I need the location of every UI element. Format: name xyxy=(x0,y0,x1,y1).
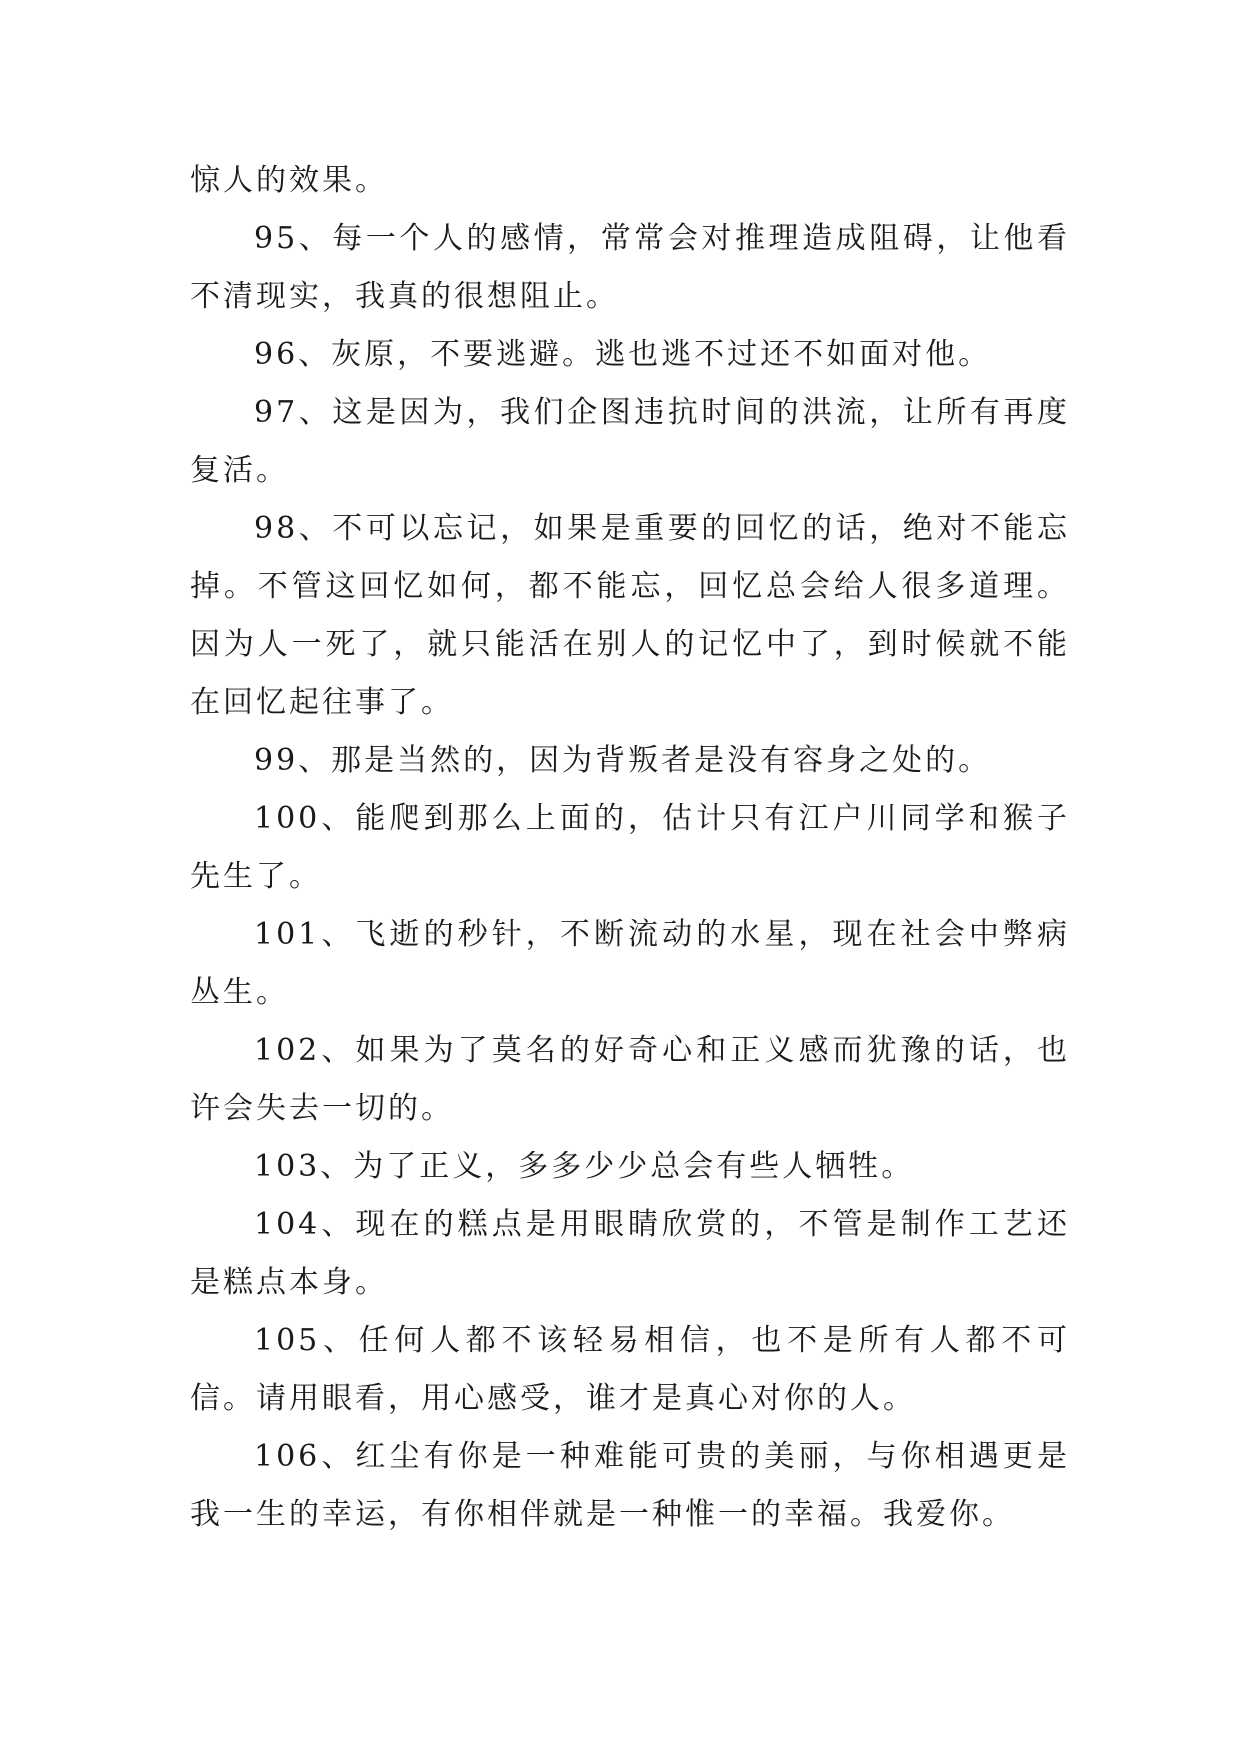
paragraph-105: 105、任何人都不该轻易相信，也不是所有人都不可信。请用眼看，用心感受，谁才是真心对你的人。 xyxy=(190,1323,1070,1416)
paragraph-continuation: 惊人的效果。 xyxy=(190,163,388,198)
paragraph-95: 95、每一个人的感情，常常会对推理造成阻碍，让他看不清现实，我真的很想阻止。 xyxy=(190,221,1070,314)
document-body xyxy=(190,152,1070,1544)
paragraph-97: 97、这是因为，我们企图违抗时间的洪流，让所有再度复活。 xyxy=(190,395,1070,488)
paragraph-100: 100、能爬到那么上面的，估计只有江户川同学和猴子先生了。 xyxy=(190,801,1070,894)
paragraph-102: 102、如果为了莫名的好奇心和正义感而犹豫的话，也许会失去一切的。 xyxy=(190,1033,1070,1126)
paragraph-104: 104、现在的糕点是用眼睛欣赏的，不管是制作工艺还是糕点本身。 xyxy=(190,1207,1070,1300)
paragraph-101: 101、飞逝的秒针，不断流动的水星，现在社会中弊病丛生。 xyxy=(190,917,1070,1010)
paragraph-96: 96、灰原，不要逃避。逃也逃不过还不如面对他。 xyxy=(254,337,992,372)
paragraph-98: 98、不可以忘记，如果是重要的回忆的话，绝对不能忘掉。不管这回忆如何，都不能忘，回忆总会给人很多道理。因为人一死了，就只能活在别人的记忆中了，到时候就不能在回忆起往事了。 xyxy=(190,511,1070,720)
paragraph-99: 99、那是当然的，因为背叛者是没有容身之处的。 xyxy=(254,743,992,778)
paragraph-106: 106、红尘有你是一种难能可贵的美丽，与你相遇更是我一生的幸运，有你相伴就是一种惟一的幸福。我爱你。 xyxy=(190,1439,1070,1532)
paragraph-103: 103、为了正义，多多少少总会有些人牺牲。 xyxy=(254,1149,915,1184)
